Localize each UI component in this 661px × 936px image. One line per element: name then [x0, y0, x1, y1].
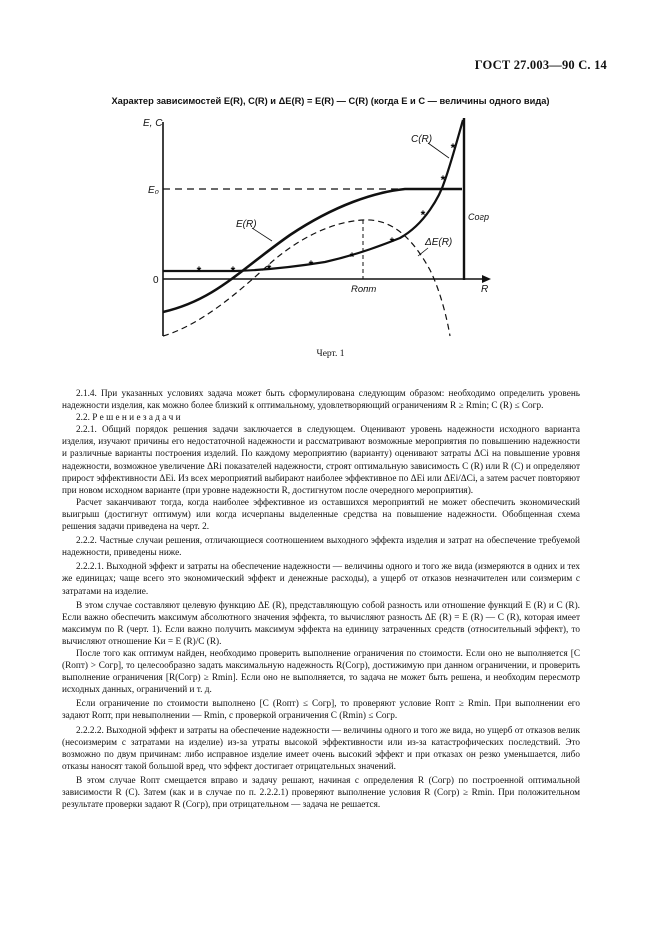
- paragraph: 2.1.4. При указанных условиях задача может быть сформулирована следующим образом: необходимо определить уровень надежности изделия, как можно более близкий к оптимальному, удовлетворяющий ограничениям R ≥ Rmin; C (R) ≤ Cогр.: [62, 389, 580, 412]
- c-curve-label: C(R): [411, 134, 433, 145]
- c-lim-label: Cогр: [468, 212, 489, 222]
- marker: *: [266, 262, 272, 276]
- page-header: ГОСТ 27.003—90 С. 14: [474, 58, 607, 72]
- figure-caption: Черт. 1: [316, 349, 345, 359]
- figure-title: Характер зависимостей E(R), C(R) и ΔE(R) = E(R) — C(R) (когда E и C — величины одного вида): [111, 96, 550, 106]
- paragraph: После того как оптимум найден, необходимо проверить выполнение ограничения по стоимости. Если оно не выполняется [C (Rопт) > Cогр], то целесообразно задать максимальную надежность R(Cогр), достижимую при данном ограничении, и проверить выполнение ограничения [R(Cогр) ≥ Rmin]. Если оно не выполняется, то задача не может быть решена, и необходим пересмотр исходных данных, ограничений и т. д.: [62, 648, 580, 696]
- section-heading: 2.2. Р е ш е н и е з а д а ч и: [76, 413, 181, 424]
- x-axis-arrow: [482, 275, 491, 283]
- zero-label: 0: [153, 275, 159, 286]
- paragraph: Если ограничение по стоимости выполнено [C (Rопт) ≤ Cогр], то проверяют условие Rопт ≥ Rmin. При выполнении его задают Rопт, при невыполнении — Rmin, с проверкой ограничения C (Rmin) ≤ Cогр.: [62, 699, 580, 722]
- e0-label: E₀: [148, 185, 159, 196]
- paragraph: 2.2.2.1. Выходной эффект и затраты на обеспечение надежности — величины одного и того же вида (измеряются в одних и тех же единицах; чаще всего это экономический эффект и денежные расходы), а ущерб от отказов незначителен или соизмерим с затратами на изделие.: [62, 562, 580, 597]
- marker: *: [440, 173, 446, 187]
- marker: *: [349, 250, 355, 264]
- e-curve-label: E(R): [236, 219, 257, 230]
- paragraph: 2.2.2. Частные случаи решения, отличающиеся соотношением выходного эффекта изделия и затрат на обеспечение требуемой надежности, приведены ниже.: [62, 536, 580, 559]
- paragraph: Расчет заканчивают тогда, когда наиболее эффективное из оставшихся мероприятий не может обеспечить экономический выигрыш (достигнут оптимум) или когда исчерпаны выделенные средства на повышение надежности. Обобщенная схема решения задачи приведена на черт. 2.: [62, 497, 580, 533]
- marker: *: [450, 141, 456, 155]
- paragraph: 2.2.2.2. Выходной эффект и затраты на обеспечение надежности — величины одного и того же вида, но ущерб от отказов велик (несоизмерим с затратами на изделие) из-за утраты высокой эффективности или из-за катастрофических последствий. Это возможно по двум причинам: либо исправное изделие имеет очень высокий эффект и при отказах он резко уменьшается, либо отказы наносят такой большой вред, что эффект достигает отрицательных значений.: [62, 725, 580, 772]
- y-axis-label: E, C: [143, 118, 163, 129]
- marker: *: [389, 235, 395, 249]
- marker: *: [420, 208, 426, 222]
- de-curve: [163, 220, 453, 336]
- paragraph: 2.2.1. Общий порядок решения задачи заключается в следующем. Оценивают уровень надежности исходного варианта изделия, изучают причины его недостаточной надежности и рассматривают возможные мероприятия по повышению надежности и различные варианты построения изделий. По каждому мероприятию (варианту) оценивают затраты ΔCi на повышение уровня надежности, возможное увеличение ΔRi показателей надежности, строят оптимальную зависимость C (R) или R (C) и определяют прирост эффективности ΔEi. Из всех мероприятий выбирают наиболее эффективное по ΔEi или ΔEi/ΔCi, а затем расчет повторяют при новом исходном варианте (при уровне надежности R, достигнутом после очередного мероприятия).: [62, 425, 580, 496]
- c-label-leader: [428, 143, 449, 158]
- paragraph: В этом случае Rопт смещается вправо и задачу решают, начиная с определения R (Cогр) по построенной оптимальной зависимости R (C). Затем (как и в случае по п. 2.2.2.1) проверяют выполнение условия R (Cогр) ≥ Rmin. При положительном результате проверки задают R (Cогр), при отрицательном — задача не решается.: [62, 775, 580, 811]
- c-curve-markers: [197, 141, 456, 278]
- de-curve-label: ΔE(R): [425, 237, 453, 248]
- x-axis-label: R: [481, 284, 489, 295]
- marker: *: [196, 264, 202, 278]
- figure-chart: [0, 108, 661, 344]
- marker: *: [230, 264, 236, 278]
- r-opt-label: Rопт: [351, 284, 377, 295]
- paragraph: В этом случае составляют целевую функцию ΔE (R), представляющую собой разность или отношение функций E (R) и C (R). Если важно обеспечить максимум абсолютного значения эффекта, то вычисляют разность ΔE (R) = E (R) — C (R), которая имеет максимум по R (черт. 1). Если важно получить максимум эффекта на единицу затраченных средств (относительный эффект), то вычисляют отношение Kи = E (R)/C (R).: [62, 600, 580, 647]
- body-text: [62, 388, 580, 811]
- marker: *: [308, 258, 314, 272]
- e-curve: [163, 189, 462, 312]
